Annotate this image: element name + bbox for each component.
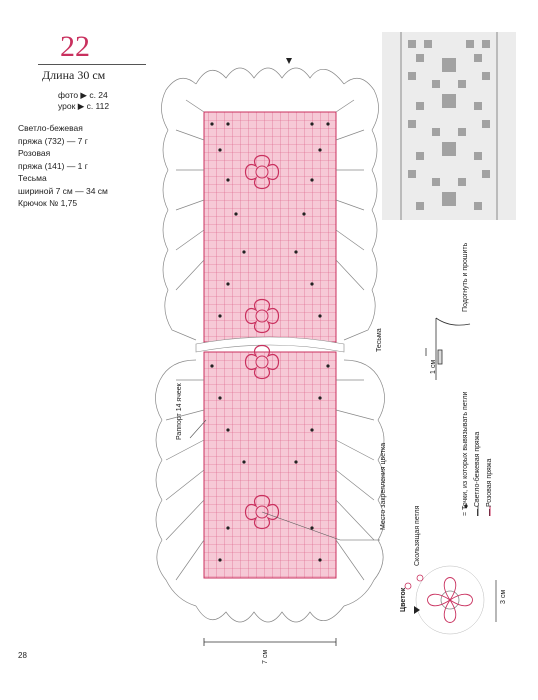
- flower-attach-label: Место закрепления цветка: [380, 442, 387, 530]
- legend-pink: — Розовая пряжа: [486, 458, 493, 516]
- legend-beige: — Светло-бежевая пряжа: [474, 431, 481, 516]
- lesson-ref: урок ▶ с. 112: [58, 101, 110, 111]
- slip-loop-label: Скользящая петля: [414, 505, 421, 566]
- one-cm-label: 1 см: [430, 359, 437, 374]
- material-line: шириной 7 см — 34 см: [18, 185, 108, 196]
- seven-cm-label: 7 см: [262, 649, 269, 664]
- photo-ref: фото ▶ с. 24: [58, 90, 108, 100]
- upper-chart-section: [161, 58, 378, 342]
- pattern-length: Длина 30 см: [42, 68, 106, 82]
- material-line: Светло-бежевая: [18, 123, 83, 133]
- page-number: 28: [18, 651, 27, 660]
- flower-diagram: [405, 566, 496, 634]
- ribbon-label: Тесьма: [376, 328, 383, 352]
- material-line: пряжа (732) — 7 г: [18, 135, 88, 146]
- lower-chart-section: [155, 346, 384, 623]
- pattern-number: 22: [60, 30, 90, 63]
- repeat-label: Раппорт 14 ячеек: [176, 383, 183, 440]
- fold-label: Подогнуть и прошить: [462, 242, 469, 312]
- width-dimension: [204, 638, 336, 646]
- material-line: Розовая: [18, 148, 51, 158]
- material-line: пряжа (141) — 1 г: [18, 160, 88, 171]
- material-line: Крючок № 1,75: [18, 198, 78, 208]
- legend-dots: = Точки, из которых вывязывать петли: [462, 391, 469, 516]
- flower-label: Цветок: [400, 587, 407, 612]
- material-line: Тесьма: [18, 173, 47, 183]
- three-cm-label: 3 см: [500, 589, 507, 604]
